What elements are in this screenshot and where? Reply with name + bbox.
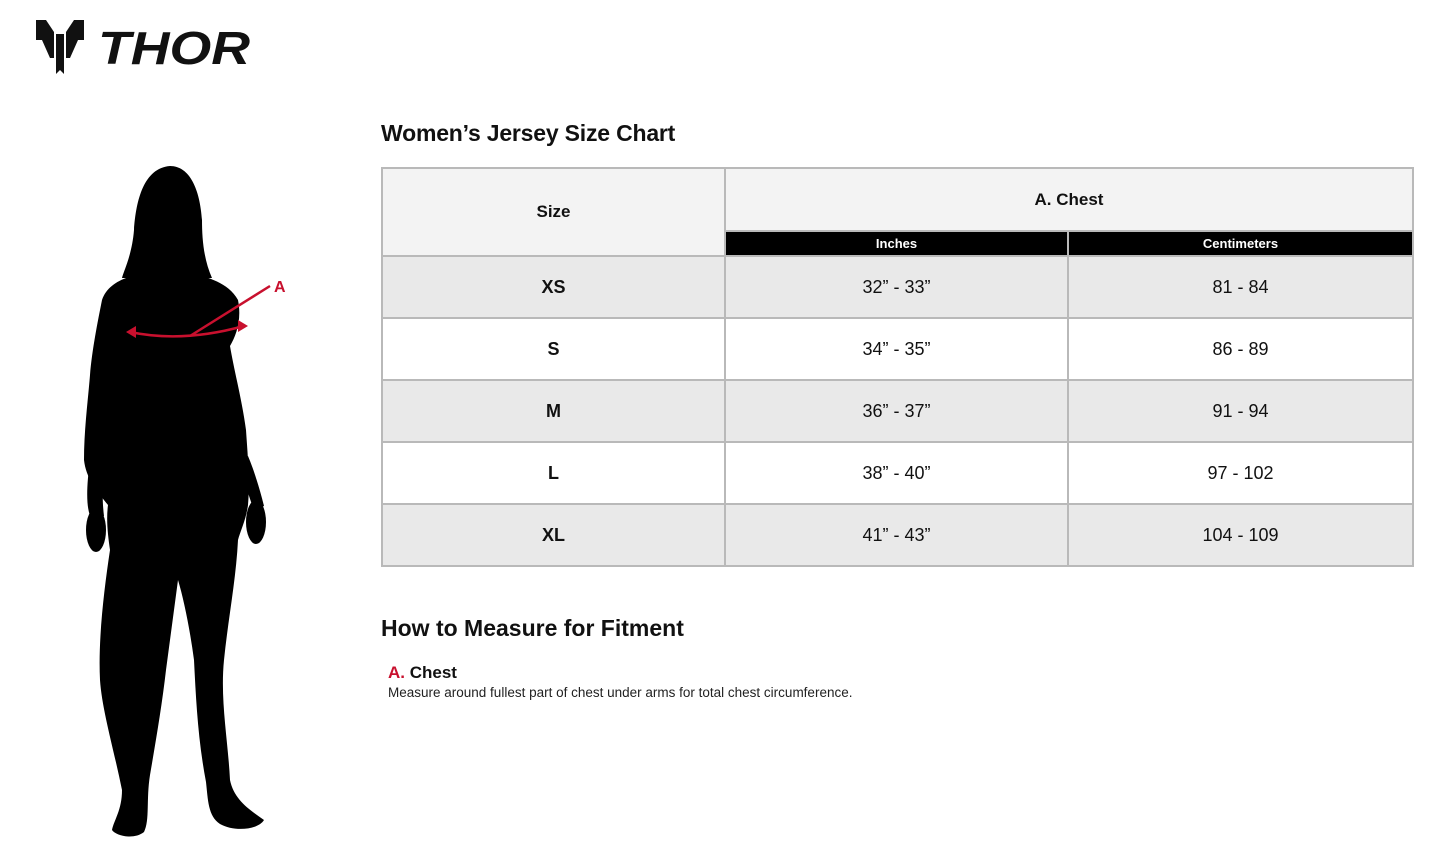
chest-marker-letter: A <box>274 279 286 296</box>
measure-section-title: How to Measure for Fitment <box>381 615 684 641</box>
table-row <box>382 442 1413 504</box>
size-column-header: Size <box>382 168 725 256</box>
chest-group-header: A. Chest <box>725 168 1413 231</box>
centimeters-cell: 97 - 102 <box>1068 442 1413 504</box>
inches-column-header: Inches <box>725 231 1068 256</box>
size-cell: S <box>382 318 725 380</box>
inches-cell: 36” - 37” <box>725 380 1068 442</box>
size-cell: XS <box>382 256 725 318</box>
silhouette-body <box>84 166 266 836</box>
inches-cell: 41” - 43” <box>725 504 1068 566</box>
measure-item-label: Chest <box>409 663 457 682</box>
centimeters-cell: 81 - 84 <box>1068 256 1413 318</box>
centimeters-cell: 104 - 109 <box>1068 504 1413 566</box>
size-cell: XL <box>382 504 725 566</box>
inches-cell: 32” - 33” <box>725 256 1068 318</box>
thor-logo-mark-icon <box>36 20 84 74</box>
measure-item-heading <box>388 663 457 683</box>
measure-item-letter: A. <box>388 663 405 682</box>
size-chart-title: Women’s Jersey Size Chart <box>381 120 676 146</box>
centimeters-cell: 91 - 94 <box>1068 380 1413 442</box>
inches-cell: 38” - 40” <box>725 442 1068 504</box>
measure-item-description: Measure around fullest part of chest under arms for total chest circumference. <box>388 685 853 700</box>
thor-logo <box>36 18 256 76</box>
centimeters-cell: 86 - 89 <box>1068 318 1413 380</box>
table-row <box>382 504 1413 566</box>
table-body <box>382 256 1413 566</box>
size-chart-table <box>381 167 1414 567</box>
chest-arrow-right-icon <box>238 320 248 332</box>
centimeters-column-header: Centimeters <box>1068 231 1413 256</box>
thor-logo-wordmark: THOR <box>98 22 250 74</box>
table-row <box>382 380 1413 442</box>
table-row <box>382 318 1413 380</box>
table-header-row <box>382 168 1413 231</box>
inches-cell: 34” - 35” <box>725 318 1068 380</box>
size-cell: L <box>382 442 725 504</box>
table-row <box>382 256 1413 318</box>
size-cell: M <box>382 380 725 442</box>
woman-silhouette-figure <box>78 160 298 845</box>
